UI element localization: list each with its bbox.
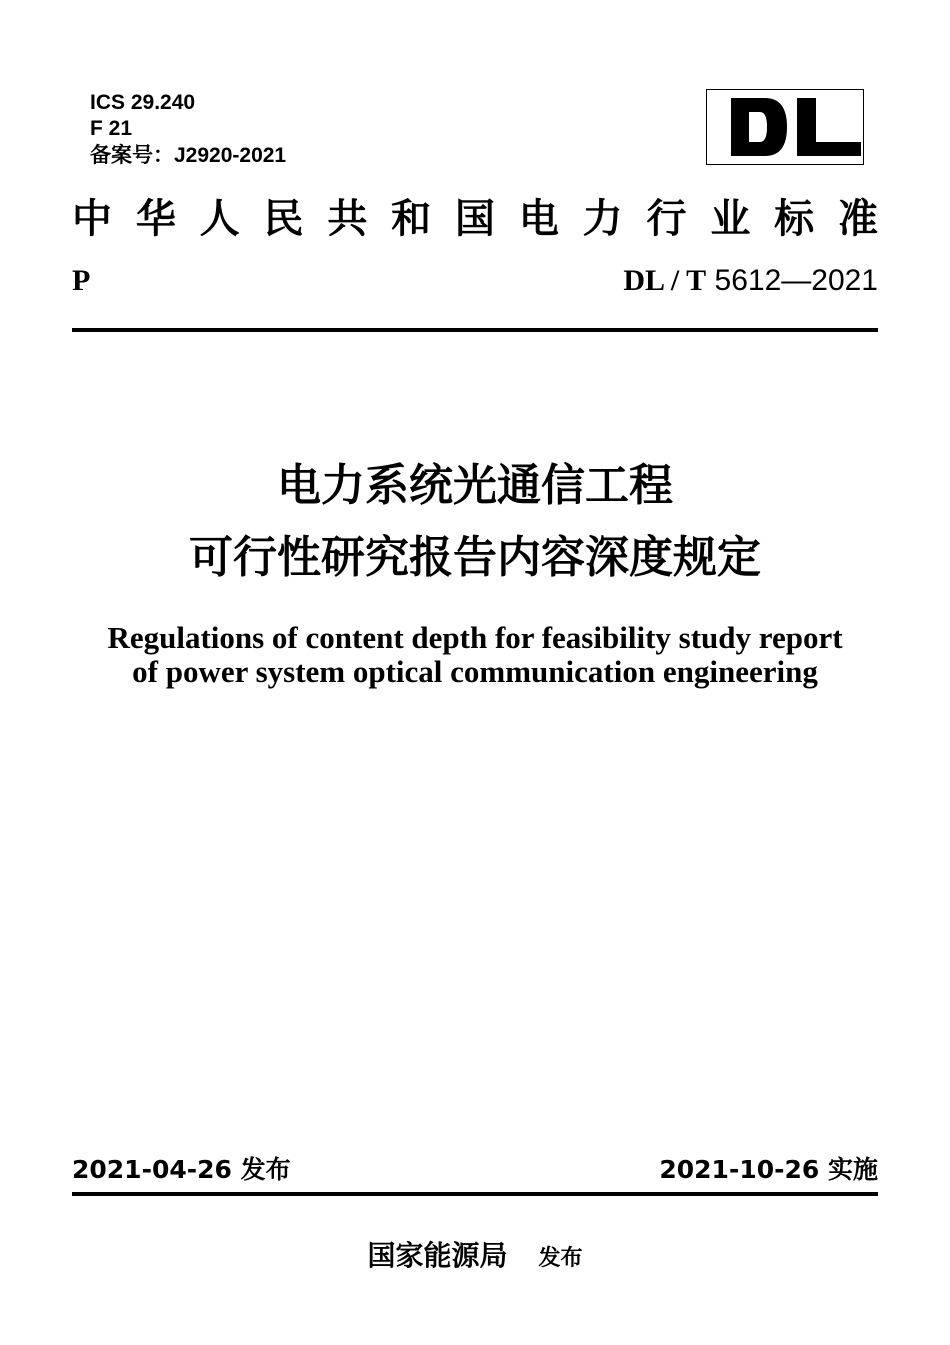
- filing-number: 备案号：J2920-2021: [90, 144, 287, 167]
- top-divider: [72, 328, 878, 332]
- bottom-divider: [72, 1192, 878, 1196]
- issue-date: 2021-04-26 发布: [72, 1155, 291, 1184]
- implementation-date: 2021-10-26 实施: [659, 1155, 878, 1184]
- english-title-line-2: of power system optical communication engineering: [132, 654, 818, 689]
- english-title-line-1: Regulations of content depth for feasibility study report: [107, 620, 843, 655]
- dl-logo-icon: [707, 90, 863, 164]
- standard-category: P: [72, 264, 91, 297]
- standard-number: [623, 263, 878, 299]
- publisher-suffix: 发布: [538, 1245, 583, 1271]
- ics-code: ICS 29.240: [90, 91, 196, 114]
- chinese-title-line-1: 电力系统光通信工程: [277, 460, 673, 511]
- standard-number-value: 5612—2021: [714, 264, 878, 297]
- standard-number-prefix: DL / T: [623, 264, 707, 297]
- ccs-code: F 21: [90, 117, 133, 140]
- industry-standard-title: 中华人民共和国电力行业标准: [72, 195, 878, 242]
- chinese-title-line-2: 可行性研究报告内容深度规定: [189, 532, 761, 583]
- publisher: [0, 1234, 950, 1274]
- dl-logo: [706, 89, 864, 165]
- publisher-name: 国家能源局: [367, 1239, 508, 1272]
